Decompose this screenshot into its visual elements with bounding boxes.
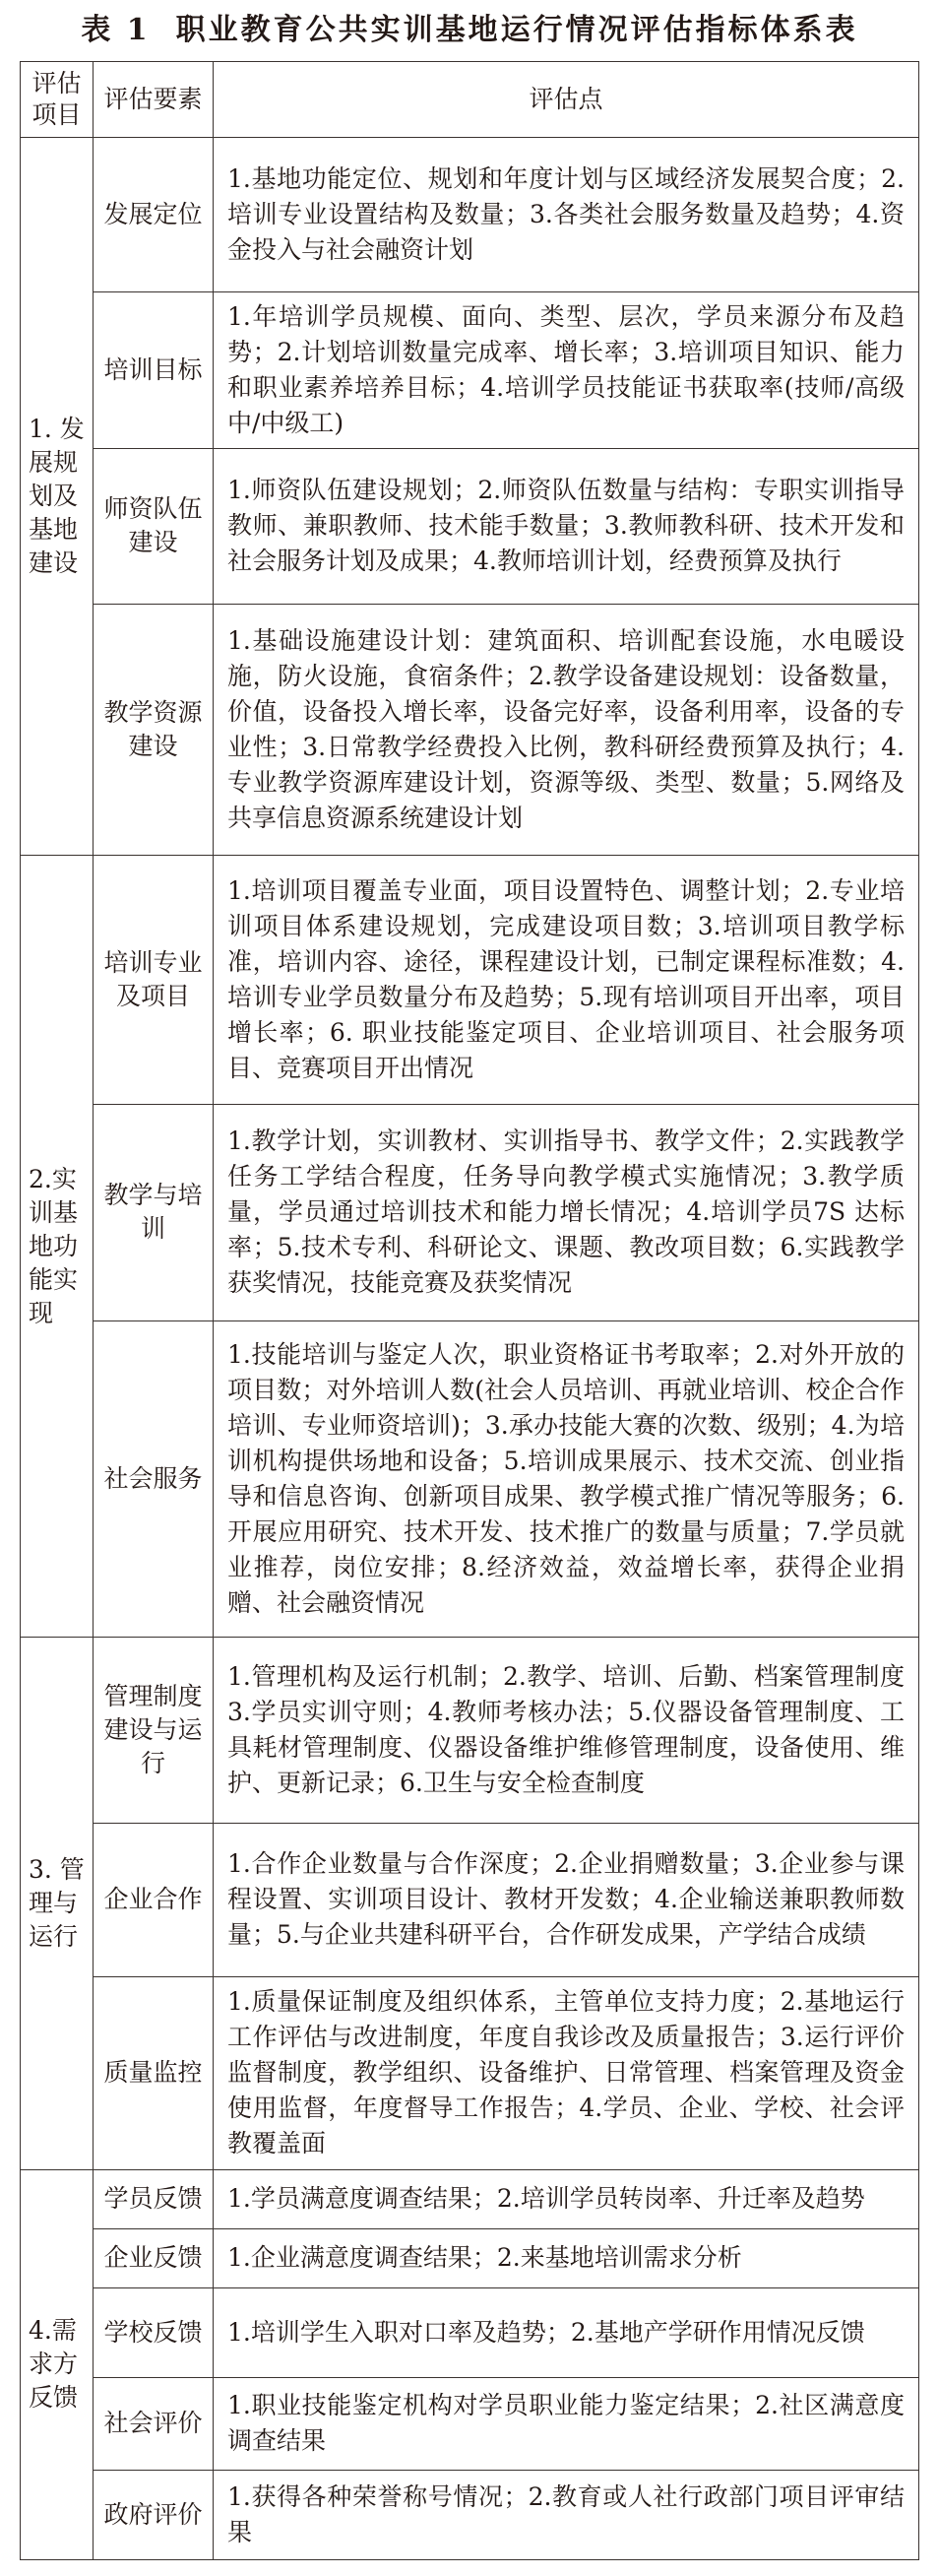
evaluation-index-table [20,61,919,2560]
element-cell: 培训专业及项目 [94,855,214,1104]
table-row [21,2288,919,2378]
table-row [21,855,919,1104]
element-cell: 社会评价 [94,2378,214,2470]
table-row [21,292,919,449]
element-cell: 企业反馈 [94,2228,214,2287]
element-cell: 学员反馈 [94,2169,214,2228]
points-cell: 1.获得各种荣誉称号情况；2.教育或人社行政部门项目评审结果 [214,2470,919,2559]
points-cell: 1.技能培训与鉴定人次，职业资格证书考取率；2.对外开放的项目数；对外培训人数(社会人员培训、再就业培训、校企合作培训、专业师资培训)；3.承办技能大赛的次数、级别；4.为培训机构提供场地和设备；5.培训成果展示、技术交流、创业指导和信息咨询、创新项目成果、教学模式推广情况等服务；6.开展应用研究、技术开发、技术推广的数量与质量；7.学员就业推荐，岗位安排；8.经济效益，效益增长率，获得企业捐赠、社会融资情况 [214,1320,919,1638]
element-cell: 管理制度建设与运行 [94,1638,214,1824]
points-cell: 1.年培训学员规模、面向、类型、层次，学员来源分布及趋势；2.计划培训数量完成率、增长率；3.培训项目知识、能力和职业素养培养目标；4.培训学员技能证书获取率(技师/高级中/中级工) [214,292,919,449]
element-cell: 质量监控 [94,1976,214,2169]
points-cell: 1.基础设施建设计划：建筑面积、培训配套设施，水电暖设施，防火设施，食宿条件；2.教学设备建设规划：设备数量，价值，设备投入增长率，设备完好率，设备利用率，设备的专业性；3.日常教学经费投入比例，教科研经费预算及执行；4.专业教学资源库建设计划，资源等级、类型、数量；5.网络及共享信息资源系统建设计划 [214,604,919,855]
table-number: 表 1 [81,13,151,47]
element-cell: 师资队伍建设 [94,449,214,605]
category-cell: 2.实训基地功能实现 [21,855,94,1637]
header-row [21,62,919,138]
points-cell: 1.基地功能定位、规划和年度计划与区域经济发展契合度；2.培训专业设置结构及数量；3.各类社会服务数量及趋势；4.资金投入与社会融资计划 [214,137,919,292]
table-row [21,1638,919,1824]
table-row [21,2470,919,2559]
points-cell: 1.学员满意度调查结果；2.培训学员转岗率、升迁率及趋势 [214,2169,919,2228]
header-points: 评估点 [214,62,919,138]
element-cell: 社会服务 [94,1320,214,1638]
table-row [21,604,919,855]
points-cell: 1.合作企业数量与合作深度；2.企业捐赠数量；3.企业参与课程设置、实训项目设计、教材开发数；4.企业输送兼职教师数量；5.与企业共建科研平台，合作研发成果，产学结合成绩 [214,1824,919,1977]
table-caption [0,0,939,61]
element-cell: 发展定位 [94,137,214,292]
category-cell: 1. 发展规划及基地建设 [21,137,94,855]
category-cell: 3. 管理与运行 [21,1638,94,2169]
points-cell: 1.职业技能鉴定机构对学员职业能力鉴定结果；2.社区满意度调查结果 [214,2378,919,2470]
element-cell: 学校反馈 [94,2288,214,2378]
table-row [21,2169,919,2228]
table-row [21,2378,919,2470]
table-title: 职业教育公共实训基地运行情况评估指标体系表 [175,13,858,47]
points-cell: 1.师资队伍建设规划；2.师资队伍数量与结构：专职实训指导教师、兼职教师、技术能手数量；3.教师教科研、技术开发和社会服务计划及成果；4.教师培训计划，经费预算及执行 [214,449,919,605]
element-cell: 企业合作 [94,1824,214,1977]
table-row [21,1976,919,2169]
header-category: 评估项目 [21,62,94,138]
points-cell: 1.培训学生入职对口率及趋势；2.基地产学研作用情况反馈 [214,2288,919,2378]
table-row [21,1320,919,1638]
points-cell: 1.培训项目覆盖专业面，项目设置特色、调整计划；2.专业培训项目体系建设规划，完成建设项目数；3.培训项目教学标准，培训内容、途径，课程建设计划，已制定课程标准数；4.培训专业学员数量分布及趋势；5.现有培训项目开出率，项目增长率；6. 职业技能鉴定项目、企业培训项目、社会服务项目、竞赛项目开出情况 [214,855,919,1104]
category-cell: 4.需求方反馈 [21,2169,94,2559]
element-cell: 教学与培训 [94,1104,214,1320]
element-cell: 教学资源建设 [94,604,214,855]
table-row [21,1824,919,1977]
table-row [21,1104,919,1320]
points-cell: 1.管理机构及运行机制；2.教学、培训、后勤、档案管理制度 3.学员实训守则；4.教师考核办法；5.仪器设备管理制度、工具耗材管理制度、仪器设备维护维修管理制度，设备使用、维护、更新记录；6.卫生与安全检查制度 [214,1638,919,1824]
table-row [21,137,919,292]
element-cell: 政府评价 [94,2470,214,2559]
table-row [21,449,919,605]
points-cell: 1.质量保证制度及组织体系，主管单位支持力度；2.基地运行工作评估与改进制度，年度自我诊改及质量报告；3.运行评价监督制度，教学组织、设备维护、日常管理、档案管理及资金使用监督，年度督导工作报告；4.学员、企业、学校、社会评教覆盖面 [214,1976,919,2169]
element-cell: 培训目标 [94,292,214,449]
points-cell: 1.企业满意度调查结果；2.来基地培训需求分析 [214,2228,919,2287]
table-row [21,2228,919,2287]
points-cell: 1.教学计划，实训教材、实训指导书、教学文件；2.实践教学任务工学结合程度，任务导向教学模式实施情况；3.教学质量，学员通过培训技术和能力增长情况；4.培训学员7S 达标率；5.技术专利、科研论文、课题、教改项目数；6.实践教学获奖情况，技能竞赛及获奖情况 [214,1104,919,1320]
header-element: 评估要素 [94,62,214,138]
